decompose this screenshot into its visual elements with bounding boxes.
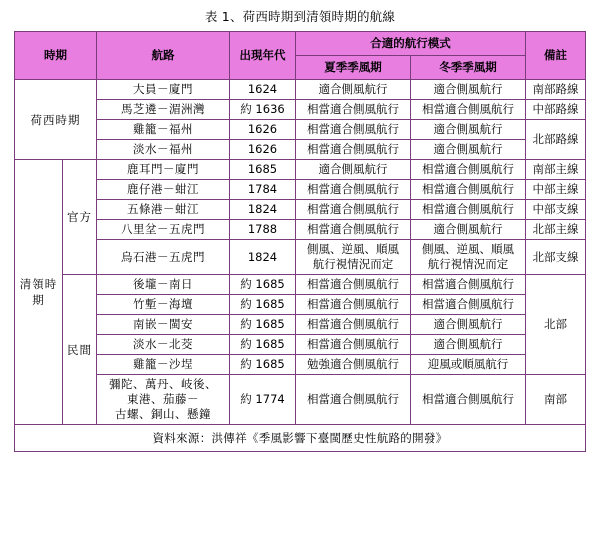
winter-mode-cell: 適合側風航行: [411, 335, 526, 355]
header-route: 航路: [97, 32, 230, 80]
route-cell: 彌陀、萬丹、岐後、 東港、茄藤－ 古螺、銅山、懸鐘: [97, 375, 230, 425]
table-row: [15, 275, 586, 295]
table-row: [15, 315, 586, 335]
table-row: [15, 355, 586, 375]
route-cell: 鹿耳門－廈門: [97, 160, 230, 180]
source-note: 資料來源：洪傳祥《季風影響下臺閩歷史性航路的開發》: [15, 425, 586, 452]
summer-mode-cell: 相當適合側風航行: [296, 295, 411, 315]
header-summer: 夏季季風期: [296, 56, 411, 80]
sub-era-label: 官方: [67, 210, 92, 224]
winter-mode-cell: 相當適合側風航行: [411, 275, 526, 295]
route-cell: 後壠－南日: [97, 275, 230, 295]
table-body: [15, 80, 586, 425]
route-cell: 五條港－蚶江: [97, 200, 230, 220]
winter-mode-cell: 適合側風航行: [411, 80, 526, 100]
route-cell: 鹿仔港－蚶江: [97, 180, 230, 200]
table-row: [15, 180, 586, 200]
route-cell: 淡水－福州: [97, 140, 230, 160]
summer-mode-cell: 側風、逆風、順風 航行視情況而定: [296, 240, 411, 275]
note-cell: 中部路線: [526, 100, 586, 120]
year-cell: 約 1685: [230, 295, 296, 315]
note-cell: 中部主線: [526, 180, 586, 200]
summer-mode-cell: 相當適合側風航行: [296, 140, 411, 160]
era-label: 清領時期: [19, 277, 58, 307]
summer-mode-cell: 相當適合側風航行: [296, 220, 411, 240]
table-row: [15, 220, 586, 240]
table-row: [15, 335, 586, 355]
header-note: 備註: [526, 32, 586, 80]
winter-mode-cell: 適合側風航行: [411, 315, 526, 335]
summer-mode-cell: 相當適合側風航行: [296, 120, 411, 140]
year-cell: 1788: [230, 220, 296, 240]
note-cell: 北部主線: [526, 220, 586, 240]
table-caption: 表 1、荷西時期到清領時期的航線: [204, 9, 396, 24]
table-row: [15, 160, 586, 180]
table-row: [15, 140, 586, 160]
winter-mode-cell: 相當適合側風航行: [411, 200, 526, 220]
summer-mode-cell: 相當適合側風航行: [296, 375, 411, 425]
year-cell: 1624: [230, 80, 296, 100]
note-cell: 南部主線: [526, 160, 586, 180]
summer-mode-cell: 相當適合側風航行: [296, 180, 411, 200]
winter-mode-cell: 迎風或順風航行: [411, 355, 526, 375]
year-cell: 約 1685: [230, 335, 296, 355]
summer-mode-cell: 相當適合側風航行: [296, 275, 411, 295]
source-row: [15, 425, 586, 452]
route-cell: 雞籠－沙埕: [97, 355, 230, 375]
route-cell: 大員－廈門: [97, 80, 230, 100]
winter-mode-cell: 相當適合側風航行: [411, 295, 526, 315]
year-cell: 1626: [230, 140, 296, 160]
winter-mode-cell: 適合側風航行: [411, 220, 526, 240]
summer-mode-cell: 相當適合側風航行: [296, 335, 411, 355]
era-label: 荷西時期: [30, 112, 81, 127]
sub-era-cell: [63, 275, 97, 425]
year-cell: 約 1685: [230, 315, 296, 335]
summer-mode-cell: 相當適合側風航行: [296, 315, 411, 335]
route-cell: 竹塹－海壇: [97, 295, 230, 315]
routes-table: [14, 31, 586, 452]
winter-mode-cell: 側風、逆風、順風 航行視情況而定: [411, 240, 526, 275]
table-foot: [15, 425, 586, 452]
summer-mode-cell: 適合側風航行: [296, 80, 411, 100]
note-cell: 北部路線: [526, 120, 586, 160]
sub-era-cell: [63, 160, 97, 275]
summer-mode-cell: 適合側風航行: [296, 160, 411, 180]
note-cell: 北部: [526, 275, 586, 375]
route-cell: 馬芝遴－湄洲灣: [97, 100, 230, 120]
year-cell: 1824: [230, 240, 296, 275]
table-row: [15, 120, 586, 140]
header-era: 時期: [15, 32, 97, 80]
year-cell: 約 1774: [230, 375, 296, 425]
header-year: 出現年代: [230, 32, 296, 80]
table-row: [15, 240, 586, 275]
header-row-1: [15, 32, 586, 56]
route-cell: 八里坌－五虎門: [97, 220, 230, 240]
summer-mode-cell: 相當適合側風航行: [296, 100, 411, 120]
summer-mode-cell: 勉強適合側風航行: [296, 355, 411, 375]
year-cell: 1626: [230, 120, 296, 140]
winter-mode-cell: 相當適合側風航行: [411, 100, 526, 120]
winter-mode-cell: 適合側風航行: [411, 140, 526, 160]
note-cell: 北部支線: [526, 240, 586, 275]
winter-mode-cell: 相當適合側風航行: [411, 180, 526, 200]
summer-mode-cell: 相當適合側風航行: [296, 200, 411, 220]
table-row: [15, 375, 586, 425]
header-mode-group: 合適的航行模式: [296, 32, 526, 56]
era-cell: [15, 160, 63, 425]
table-row: [15, 295, 586, 315]
route-cell: 南嵌－閩安: [97, 315, 230, 335]
year-cell: 約 1685: [230, 275, 296, 295]
winter-mode-cell: 適合側風航行: [411, 120, 526, 140]
year-cell: 1824: [230, 200, 296, 220]
note-cell: 中部支線: [526, 200, 586, 220]
era-cell: [15, 80, 97, 160]
table-row: [15, 200, 586, 220]
table-row: [15, 80, 586, 100]
note-cell: 南部: [526, 375, 586, 425]
note-cell: 南部路線: [526, 80, 586, 100]
route-cell: 淡水－北茭: [97, 335, 230, 355]
year-cell: 1685: [230, 160, 296, 180]
route-cell: 雞籠－福州: [97, 120, 230, 140]
year-cell: 約 1685: [230, 355, 296, 375]
year-cell: 約 1636: [230, 100, 296, 120]
table-head: [15, 32, 586, 80]
table-row: [15, 100, 586, 120]
year-cell: 1784: [230, 180, 296, 200]
sub-era-label: 民間: [67, 342, 92, 357]
header-winter: 冬季季風期: [411, 56, 526, 80]
winter-mode-cell: 相當適合側風航行: [411, 375, 526, 425]
route-cell: 烏石港－五虎門: [97, 240, 230, 275]
winter-mode-cell: 相當適合側風航行: [411, 160, 526, 180]
